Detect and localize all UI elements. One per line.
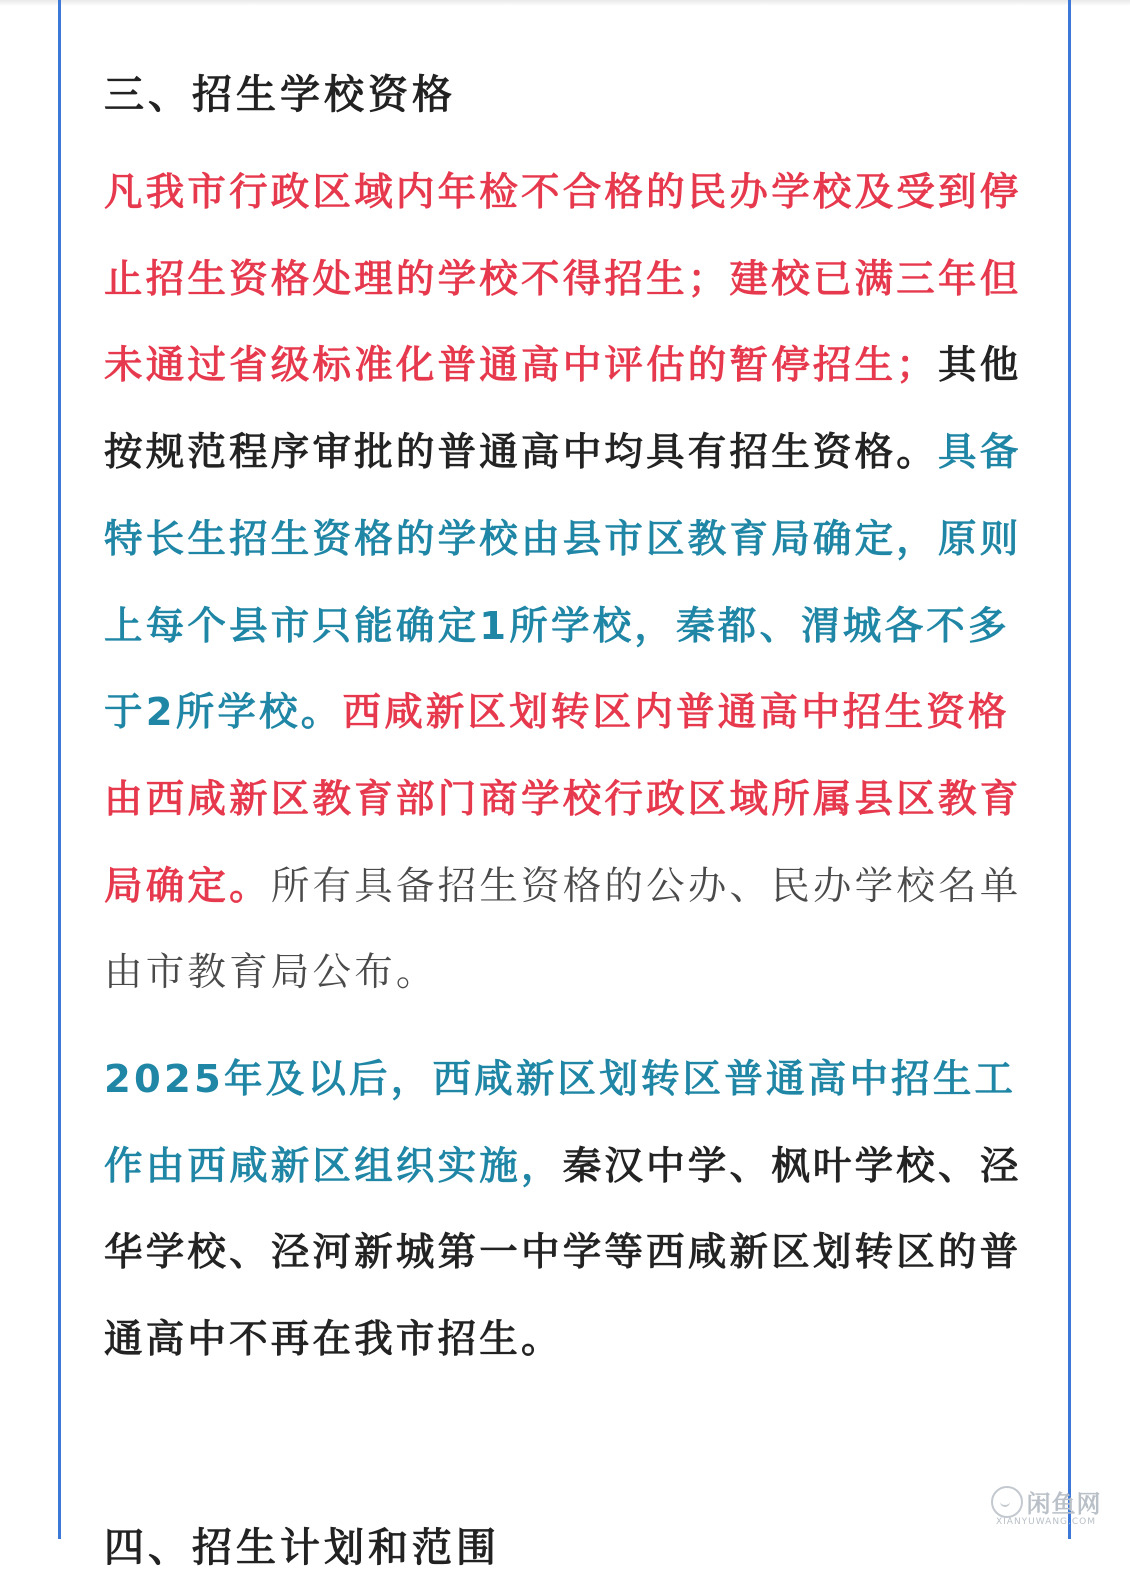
- section-heading: 三、招生学校资格: [104, 72, 456, 118]
- watermark: [986, 1484, 1106, 1532]
- para1-segment-2: 其他按规范程序审批的普通高中均具有招生资格。: [104, 343, 1022, 476]
- paragraph-eligibility: [104, 150, 1024, 1017]
- para2-segment-1: 2025年及以后，西咸新区划转区普通高中招生工作由西咸新区组织实施，: [104, 1057, 1017, 1189]
- top-shade: [0, 0, 1130, 6]
- article-content: [104, 62, 1024, 1384]
- para2-segment-2: 秦汉中学、枫叶学校、泾华学校、泾河新城第一中学等西咸新区划转区的普通高中不再在我市招生。: [104, 1143, 1022, 1363]
- watermark-name: 闲鱼网: [1026, 1490, 1102, 1518]
- watermark-domain: XIANYUWANG.COM: [995, 1517, 1097, 1527]
- para1-segment-3: 具备特长生招生资格的学校由县市区教育局确定，原则上每个县市只能确定1所学校，秦都、渭城各不多于2所学校。: [104, 430, 1022, 736]
- para1-segment-4: 西咸新区划转区内普通高中招生资格由西咸新区教育部门商学校行政区域所属县区教育局确定。: [104, 690, 1022, 909]
- para1-segment-5: 所有具备招生资格的公办、民办学校名单由市教育局公布。: [104, 863, 1022, 996]
- next-section-heading: 四、招生计划和范围: [104, 1525, 500, 1571]
- left-border: [58, 0, 61, 1539]
- para1-segment-1: 凡我市行政区域内年检不合格的民办学校及受到停止招生资格处理的学校不得招生；建校已满三年但未通过省级标准化普通高中评估的暂停招生；: [104, 170, 1022, 389]
- paragraph-xixian: [104, 1037, 1024, 1384]
- right-border: [1068, 0, 1071, 1539]
- fish-logo-icon: [991, 1486, 1023, 1518]
